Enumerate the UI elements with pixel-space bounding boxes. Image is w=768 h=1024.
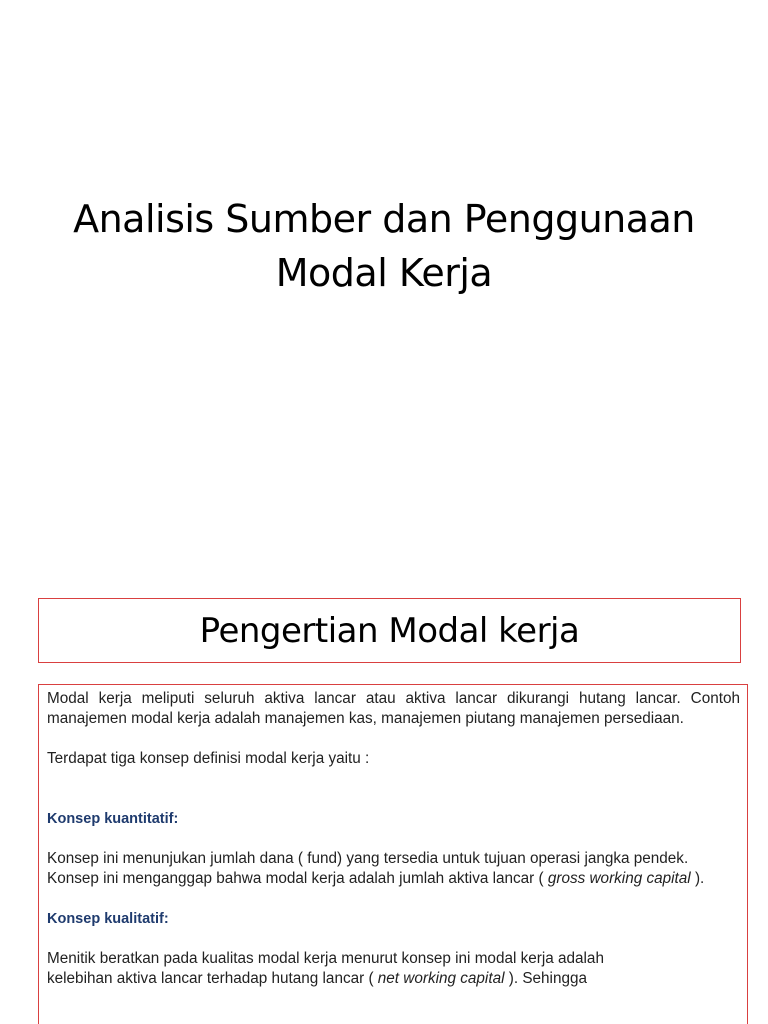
section-title: Pengertian Modal kerja — [199, 610, 580, 651]
paragraph-definition: Modal kerja meliputi seluruh aktiva lancar atau aktiva lancar dikurangi hutang lancar. Contoh manajemen modal kerja adalah manajemen kas, manajemen piutang manajemen persediaan. — [47, 690, 740, 727]
heading-qualitative: Konsep kualitatif: — [47, 911, 169, 927]
section-title-box — [38, 598, 741, 663]
paragraph-quantitative-italic: gross working capital — [547, 870, 691, 887]
heading-quantitative: Konsep kuantitatif: — [47, 811, 179, 827]
paragraph-concepts-intro: Terdapat tiga konsep definisi modal kerja yaitu : — [47, 750, 370, 767]
paragraph-qualitative-line2-end: ). Sehingga — [504, 970, 587, 987]
paragraph-qualitative-line2-italic: net working capital — [377, 970, 505, 987]
main-title-line1: Analisis Sumber dan Penggunaan — [73, 197, 695, 241]
paragraph-qualitative-line2-start: kelebihan aktiva lancar terhadap hutang lancar ( — [47, 970, 378, 987]
main-title-line2: Modal Kerja — [275, 251, 493, 295]
paragraph-qualitative-line1: Menitik beratkan pada kualitas modal kerja menurut konsep ini modal kerja adalah — [47, 950, 604, 967]
main-title — [0, 192, 768, 300]
paragraph-quantitative-start: Konsep ini menunjukan jumlah dana ( fund) yang tersedia untuk tujuan operasi jangka pendek. Konsep ini menganggap bahwa modal kerja adalah jumlah aktiva lancar ( — [47, 850, 689, 887]
content-box — [38, 684, 748, 1024]
paragraph-qualitative — [47, 949, 740, 989]
paragraph-quantitative-end: ). — [690, 870, 705, 887]
paragraph-quantitative — [47, 849, 740, 889]
